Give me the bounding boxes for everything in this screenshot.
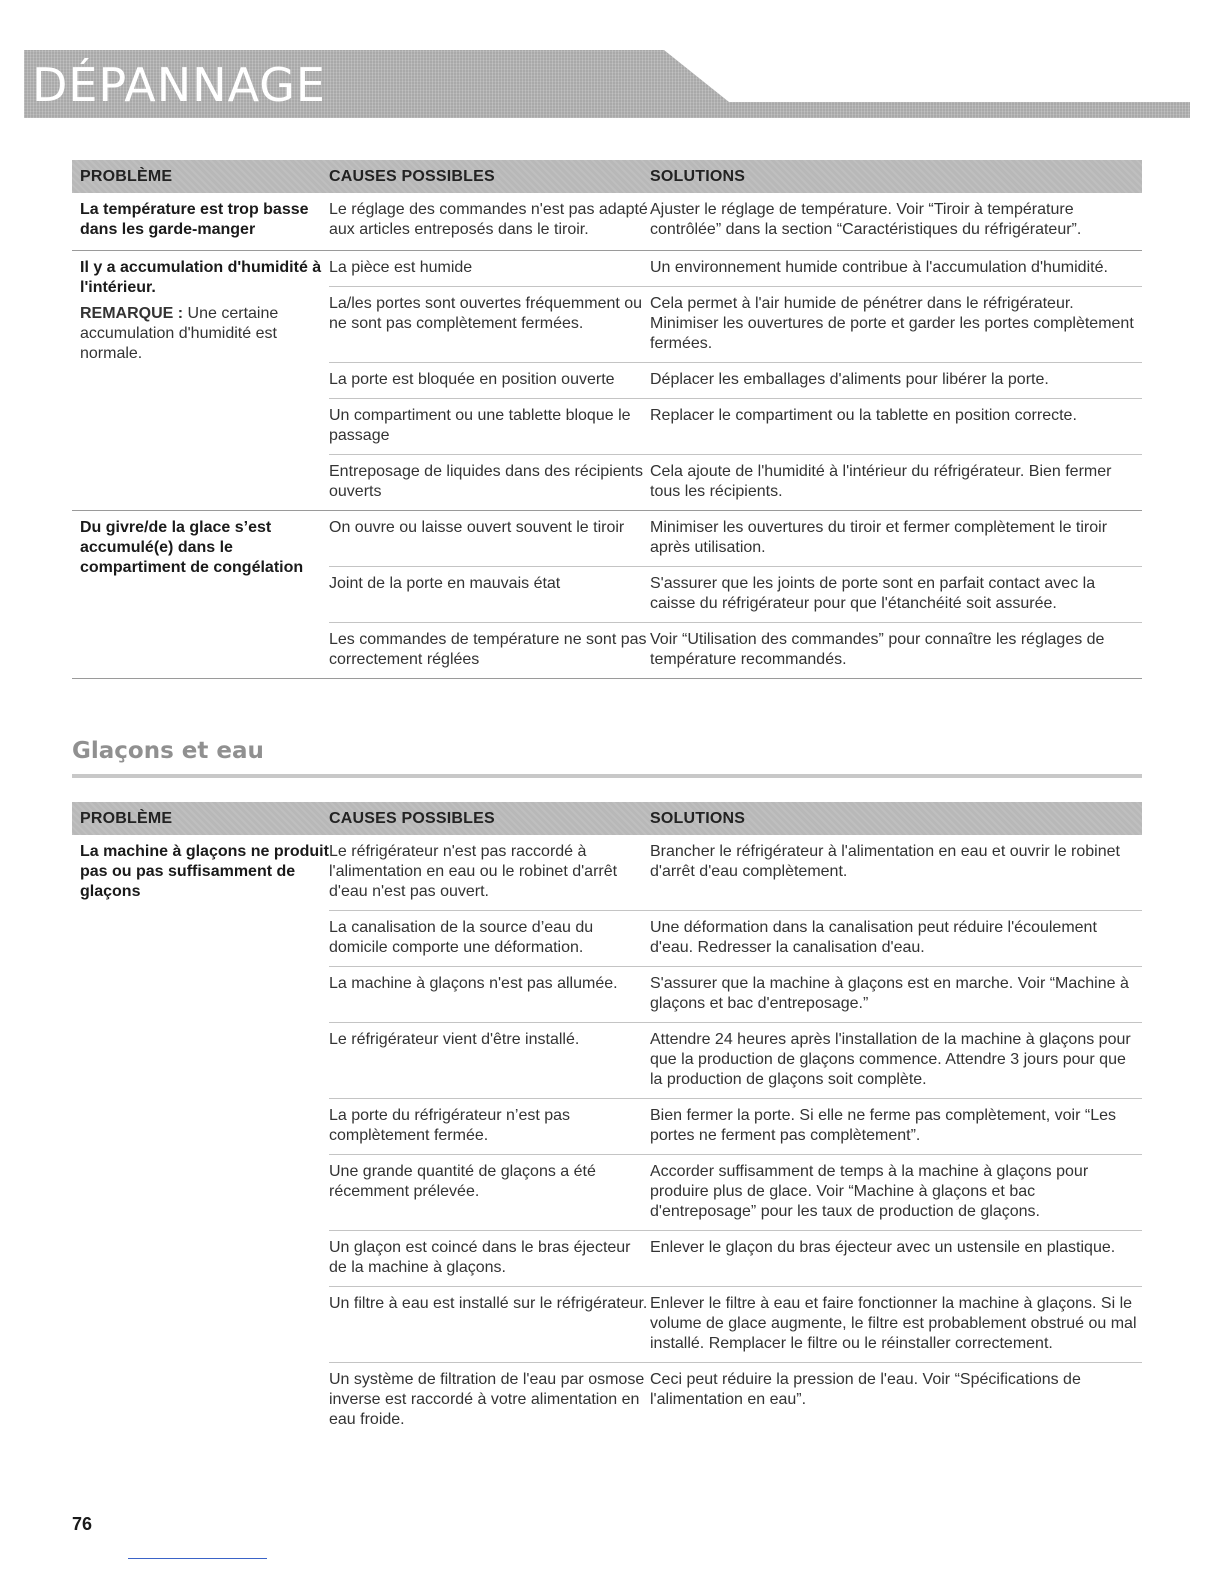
table-header [72,802,1142,835]
solution-text: Enlever le filtre à eau et faire fonctionner la machine à glaçons. Si le volume de glace augmente, le filtre est probablement obstrué ou mal installé. Remplacer le filtre ou le réinstaller correctement. [650,1295,1137,1352]
footer-rule [128,1558,267,1559]
solution-text: S'assurer que les joints de porte sont en parfait contact avec la caisse du réfrigérateur pour que l'étanchéité soit assurée. [650,575,1096,612]
problem-text: La machine à glaçons ne produit pas ou pas suffisamment de glaçons [80,843,329,900]
problem-cell [72,835,329,1438]
solution-text: Attendre 24 heures après l'installation de la machine à glaçons pour que la production de glaçons commence. Attendre 3 jours pour que la production de glaçons soit complète. [650,1031,1131,1088]
cause-solution-list [329,193,1142,250]
table-row [329,1154,1142,1230]
note-text: Une certaine accumulation d'humidité est normale. [80,305,279,362]
table-row [329,362,1142,398]
cause-text: On ouvre ou laisse ouvert souvent le tiroir [329,519,625,536]
cause-text: La pièce est humide [329,259,473,276]
header-causes: CAUSES POSSIBLES [329,168,495,185]
cause-text: Joint de la porte en mauvais état [329,575,561,592]
table-row [329,511,1142,566]
cause-text: Les commandes de température ne sont pas correctement réglées [329,631,647,668]
cause-text: La porte du réfrigérateur n’est pas complètement fermée. [329,1107,571,1144]
table-row [329,193,1142,248]
problem-cell [72,251,329,510]
solution-text: Une déformation dans la canalisation peut réduire l'écoulement d'eau. Redresser la canalisation d'eau. [650,919,1097,956]
table-row [329,622,1142,678]
cause-text: Un filtre à eau est installé sur le réfrigérateur. [329,1295,648,1312]
cause-text: Un glaçon est coincé dans le bras éjecteur de la machine à glaçons. [329,1239,631,1276]
cause-text: La machine à glaçons n'est pas allumée. [329,975,618,992]
table-row [329,1362,1142,1438]
solution-text: Un environnement humide contribue à l'accumulation d'humidité. [650,259,1108,276]
header-solutions: SOLUTIONS [650,810,746,827]
cause-text: La canalisation de la source d’eau du domicile comporte une déformation. [329,919,594,956]
solution-text: Déplacer les emballages d'aliments pour libérer la porte. [650,371,1049,388]
cause-text: Un système de filtration de l'eau par osmose inverse est raccordé à votre alimentation en eau froide. [329,1371,645,1428]
cause-text: La/les portes sont ouvertes fréquemment ou ne sont pas complètement fermées. [329,295,643,332]
solution-text: Accorder suffisamment de temps à la machine à glaçons pour produire plus de glace. Voir “Machine à glaçons et bac d'entreposage” pour les taux de production de glaçons. [650,1163,1089,1220]
cause-solution-list [329,835,1142,1438]
troubleshooting-table-1 [72,160,1142,679]
problem-note [80,304,329,364]
table-row [329,286,1142,362]
problem-group [72,511,1142,679]
table-row [329,1098,1142,1154]
solution-text: Bien fermer la porte. Si elle ne ferme pas complètement, voir “Les portes ne ferment pas complètement”. [650,1107,1116,1144]
problem-group [72,835,1142,1438]
table-header [72,160,1142,193]
table-row [329,566,1142,622]
problem-group [72,251,1142,511]
note-label: REMARQUE : [80,305,184,322]
problem-text: La température est trop basse dans les garde-manger [80,201,309,238]
cause-text: Un compartiment ou une tablette bloque le passage [329,407,631,444]
section-title: Glaçons et eau [72,738,264,764]
solution-text: Cela permet à l'air humide de pénétrer dans le réfrigérateur. Minimiser les ouvertures de porte et garder les portes complètement fermées. [650,295,1134,352]
problem-cell [72,193,329,250]
problem-cell [72,511,329,678]
table-row [329,910,1142,966]
table-row [329,1286,1142,1362]
solution-text: Enlever le glaçon du bras éjecteur avec un ustensile en plastique. [650,1239,1116,1256]
problem-group [72,193,1142,251]
cause-text: Le réfrigérateur vient d'être installé. [329,1031,580,1048]
page-title: DÉPANNAGE [32,58,326,112]
table-row [329,251,1142,286]
table-row [329,454,1142,510]
solution-text: S'assurer que la machine à glaçons est en marche. Voir “Machine à glaçons et bac d'entreposage.” [650,975,1129,1012]
page-number: 76 [72,1514,93,1534]
solution-text: Replacer le compartiment ou la tablette en position correcte. [650,407,1077,424]
cause-solution-list [329,511,1142,678]
cause-solution-list [329,251,1142,510]
problem-text: Il y a accumulation d'humidité à l'intérieur. [80,259,322,296]
solution-text: Minimiser les ouvertures du tiroir et fermer complètement le tiroir après utilisation. [650,519,1108,556]
header-problem: PROBLÈME [80,168,173,185]
cause-text: La porte est bloquée en position ouverte [329,371,615,388]
troubleshooting-table-2 [72,802,1142,1438]
solution-text: Brancher le réfrigérateur à l'alimentation en eau et ouvrir le robinet d'arrêt d'eau complètement. [650,843,1120,880]
table-row [329,398,1142,454]
table-row [329,1022,1142,1098]
solution-text: Voir “Utilisation des commandes” pour connaître les réglages de température recommandés. [650,631,1105,668]
cause-text: Une grande quantité de glaçons a été récemment prélevée. [329,1163,596,1200]
header-problem: PROBLÈME [80,810,173,827]
cause-text: Entreposage de liquides dans des récipients ouverts [329,463,643,500]
table-row [329,835,1142,910]
solution-text: Cela ajoute de l'humidité à l'intérieur du réfrigérateur. Bien fermer tous les récipients. [650,463,1112,500]
solution-text: Ajuster le réglage de température. Voir “Tiroir à température contrôlée” dans la section “Caractéristiques du réfrigérateur”. [650,201,1082,238]
section-title-rule [72,774,1142,778]
cause-text: Le réfrigérateur n'est pas raccordé à l'alimentation en eau ou le robinet d'arrêt d'eau n'est pas ouvert. [329,843,618,900]
cause-text: Le réglage des commandes n'est pas adapté aux articles entreposés dans le tiroir. [329,201,648,238]
header-solutions: SOLUTIONS [650,168,746,185]
problem-text: Du givre/de la glace s’est accumulé(e) dans le compartiment de congélation [80,519,304,576]
solution-text: Ceci peut réduire la pression de l'eau. Voir “Spécifications de l'alimentation en eau”. [650,1371,1081,1408]
table-row [329,966,1142,1022]
table-row [329,1230,1142,1286]
header-causes: CAUSES POSSIBLES [329,810,495,827]
